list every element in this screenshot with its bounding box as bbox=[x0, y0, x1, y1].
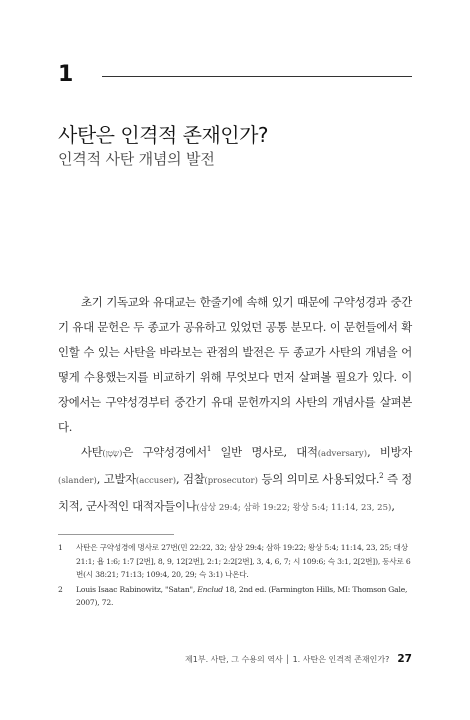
english-term: (prosecutor) bbox=[204, 476, 258, 486]
footnote-text: 사탄은 구약성경에 명사로 27번(민 22:22, 32; 삼상 29:4; 삼하 19:22; 왕상 5:4; 11:14, 23, 25; 대상 21:1; 욥 1:6; 1:7 [2번], 8, 9, 12[2번], 2:1; 2:2[2번], 3, 4, 6, 7; 시 109:6; 슥 3:1, 2[2번]), 동사로 6번(시 38:21; 71:13; 109:4, 20, 29; 슥 3:1) 나온다. bbox=[76, 543, 411, 579]
text-run: , 고발자 bbox=[96, 472, 136, 486]
text-run: 18, 2nd ed. (Farmington Hills, MI: Thomson Gale, 2007), 72. bbox=[76, 584, 408, 607]
text-run: , bbox=[391, 499, 395, 513]
text-run: 은 구약성경에서 bbox=[122, 445, 207, 459]
footnotes bbox=[58, 541, 412, 611]
text-run: , 비방자 bbox=[367, 445, 412, 459]
text-run: , 검찰 bbox=[176, 472, 205, 486]
text-run: 등의 의미로 사용되었다. bbox=[257, 472, 380, 486]
footnote-ref-1[interactable]: 1 bbox=[206, 445, 211, 454]
footnote-number: 2 bbox=[58, 584, 63, 594]
footnote-number: 1 bbox=[58, 543, 63, 552]
page-number: 27 bbox=[397, 653, 412, 665]
term-satan: 사탄 bbox=[81, 445, 103, 459]
footnote-rule bbox=[58, 534, 174, 535]
footnote-2 bbox=[58, 583, 412, 610]
chapter-title: 사탄은 인격적 존재인가? bbox=[58, 123, 269, 147]
chapter-subtitle: 인격적 사탄 개념의 발전 bbox=[58, 150, 215, 168]
paragraph-1: 초기 기독교와 유대교는 한줄기에 속해 있기 때문에 구약성경과 중간기 유대 문헌은 두 종교가 공유하고 있었던 공통 분모다. 이 문헌들에서 확인할 수 있는 사탄을 바라보는 관점의 발전은 두 종교가 사탄의 개념을 어떻게 수용했는지를 비교하기 위해 무엇보다 먼저 살펴볼 필요가 있다. 이 장에서는 구약성경부터 중간기 유대 문헌까지의 사탄의 개념사를 살펴본다. bbox=[58, 295, 412, 434]
english-term: (adversary) bbox=[317, 449, 368, 459]
text-run: 일반 명사로, 대적 bbox=[210, 445, 318, 459]
paragraph-2 bbox=[58, 440, 412, 521]
hebrew-term: (שָׂטָן) bbox=[102, 449, 123, 459]
journal-title: Enclud bbox=[197, 584, 223, 594]
chapter-rule bbox=[102, 76, 412, 77]
english-term: (accuser) bbox=[135, 476, 177, 486]
running-footer bbox=[185, 653, 412, 665]
scripture-refs: (삼상 29:4; 삼하 19:22; 왕상 5:4; 11:14, 23, 25) bbox=[196, 503, 392, 513]
text-run: Louis Isaac Rabinowitz, "Satan", bbox=[76, 584, 198, 594]
chapter-number: 1 bbox=[58, 62, 74, 87]
footnote-1 bbox=[58, 541, 412, 582]
text-run: 즉 정치적, 군사적인 대적자들이나 bbox=[58, 472, 412, 513]
footnote-ref-2[interactable]: 2 bbox=[379, 472, 384, 481]
english-term: (slander) bbox=[58, 476, 97, 486]
footnote-text bbox=[76, 583, 412, 610]
running-footer-text: 제1부. 사탄, 그 수용의 역사 │ 1. 사탄은 인격적 존재인가? bbox=[185, 654, 390, 664]
body-text bbox=[58, 290, 412, 521]
